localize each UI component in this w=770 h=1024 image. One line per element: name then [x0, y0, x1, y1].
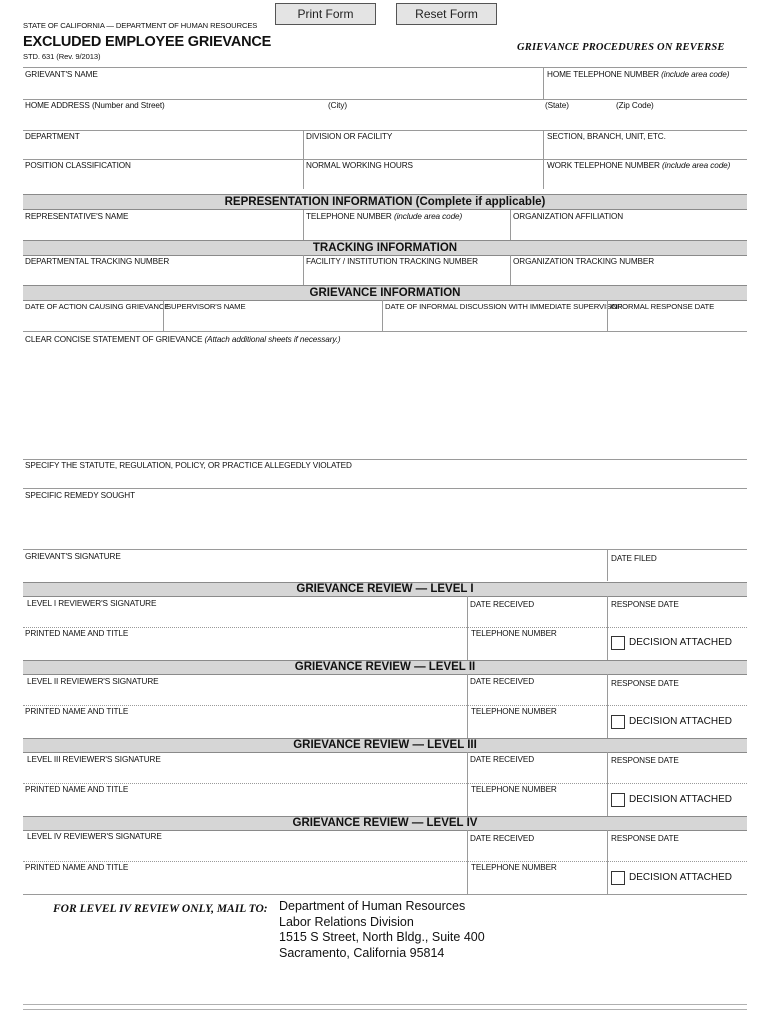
- statute-field[interactable]: [24, 472, 746, 487]
- level-2-heading: GRIEVANCE REVIEW — LEVEL II: [23, 660, 747, 675]
- department-label: DEPARTMENT: [25, 132, 80, 141]
- org-affiliation-field[interactable]: [512, 223, 746, 239]
- level-1-decision-checkbox[interactable]: [611, 636, 625, 650]
- division-field[interactable]: [305, 143, 542, 158]
- divider: [303, 210, 304, 240]
- level-1-decision-label: DECISION ATTACHED: [629, 637, 732, 648]
- supervisor-label: SUPERVISOR'S NAME: [166, 302, 246, 311]
- home-phone-field[interactable]: [545, 80, 746, 98]
- remedy-field[interactable]: [24, 502, 746, 548]
- divider: [23, 459, 747, 460]
- tracking-heading: TRACKING INFORMATION: [23, 240, 747, 256]
- remedy-label: SPECIFIC REMEDY SOUGHT: [25, 491, 136, 500]
- rep-phone-field[interactable]: [305, 223, 509, 239]
- level-2-response-date-label: RESPONSE DATE: [611, 679, 679, 688]
- city-label: (City): [328, 101, 347, 110]
- level-2-decision-checkbox[interactable]: [611, 715, 625, 729]
- grievant-name-label: GRIEVANT'S NAME: [25, 70, 98, 79]
- reset-form-button[interactable]: Reset Form: [396, 3, 497, 25]
- agency-header: STATE OF CALIFORNIA — DEPARTMENT OF HUMAN RESOURCES: [23, 21, 258, 30]
- level-4-decision-label: DECISION ATTACHED: [629, 872, 732, 883]
- level-2-telephone-label: TELEPHONE NUMBER: [471, 707, 557, 716]
- statement-field[interactable]: [24, 347, 746, 457]
- level-1-heading: GRIEVANCE REVIEW — LEVEL I: [23, 582, 747, 597]
- divider: [303, 255, 304, 285]
- divider: [607, 830, 608, 894]
- divider: [467, 752, 468, 816]
- divider: [467, 830, 468, 894]
- rep-name-label: REPRESENTATIVE'S NAME: [25, 212, 129, 221]
- level-3-decision-checkbox[interactable]: [611, 793, 625, 807]
- date-filed-label: DATE FILED: [611, 554, 657, 563]
- rep-phone-label: TELEPHONE NUMBER (include area code): [306, 212, 463, 221]
- dept-tracking-field[interactable]: [24, 268, 302, 284]
- representation-heading: REPRESENTATION INFORMATION (Complete if applicable): [23, 194, 747, 210]
- divider: [607, 300, 608, 331]
- divider: [163, 300, 164, 331]
- print-form-button[interactable]: Print Form: [275, 3, 376, 25]
- level-3-decision-label: DECISION ATTACHED: [629, 794, 732, 805]
- home-address-field[interactable]: [24, 112, 746, 129]
- mail-address: [279, 899, 485, 962]
- informal-response-label: INFORMAL RESPONSE DATE: [610, 302, 715, 311]
- grievant-name-field[interactable]: [24, 80, 542, 98]
- level-3-telephone-label: TELEPHONE NUMBER: [471, 785, 557, 794]
- form-title: EXCLUDED EMPLOYEE GRIEVANCE: [23, 34, 272, 50]
- level-4-telephone-label: TELEPHONE NUMBER: [471, 863, 557, 872]
- level-3-response-date-label: RESPONSE DATE: [611, 756, 679, 765]
- divider: [23, 783, 747, 784]
- level-3-signature-label: LEVEL III REVIEWER'S SIGNATURE: [27, 755, 161, 764]
- home-phone-label: HOME TELEPHONE NUMBER (include area code): [547, 70, 730, 79]
- level-1-response-date-label: RESPONSE DATE: [611, 600, 679, 609]
- informal-response-field[interactable]: [609, 313, 746, 330]
- level-2-date-received-label: DATE RECEIVED: [470, 677, 535, 686]
- divider: [467, 674, 468, 738]
- level-1-printed-name-label: PRINTED NAME AND TITLE: [25, 629, 129, 638]
- home-address-label: HOME ADDRESS (Number and Street): [25, 101, 165, 110]
- divider: [23, 67, 747, 68]
- level-4-decision-checkbox[interactable]: [611, 871, 625, 885]
- divider: [23, 627, 747, 628]
- divider: [607, 674, 608, 738]
- zip-label: (Zip Code): [616, 101, 654, 110]
- grievance-info-heading: GRIEVANCE INFORMATION: [23, 285, 747, 301]
- level-1-date-received-label: DATE RECEIVED: [470, 600, 535, 609]
- divider: [23, 130, 747, 131]
- divider: [23, 159, 747, 160]
- date-informal-label: DATE OF INFORMAL DISCUSSION WITH IMMEDIATE SUPERVISOR: [385, 302, 623, 311]
- divider: [607, 549, 608, 581]
- form-number: STD. 631 (Rev. 9/2013): [23, 52, 101, 61]
- statement-label: CLEAR CONCISE STATEMENT OF GRIEVANCE (Attach additional sheets if necessary.): [25, 335, 341, 344]
- level-1-telephone-label: TELEPHONE NUMBER: [471, 629, 557, 638]
- date-informal-field[interactable]: [384, 313, 606, 330]
- level-1-signature-label: LEVEL I REVIEWER'S SIGNATURE: [27, 599, 157, 608]
- work-phone-label: WORK TELEPHONE NUMBER (include area code): [547, 161, 731, 170]
- divider: [543, 67, 544, 99]
- mail-line-1: Department of Human Resources: [279, 899, 466, 913]
- facility-tracking-field[interactable]: [305, 268, 509, 284]
- hours-label: NORMAL WORKING HOURS: [306, 161, 413, 170]
- org-affiliation-label: ORGANIZATION AFFILIATION: [513, 212, 624, 221]
- facility-tracking-label: FACILITY / INSTITUTION TRACKING NUMBER: [306, 257, 478, 266]
- division-label: DIVISION OR FACILITY: [306, 132, 393, 141]
- state-label: (State): [545, 101, 569, 110]
- level-4-heading: GRIEVANCE REVIEW — LEVEL IV: [23, 816, 747, 831]
- mail-line-2: Labor Relations Division: [279, 914, 414, 929]
- date-action-label: DATE OF ACTION CAUSING GRIEVANCE: [25, 302, 170, 311]
- rep-name-field[interactable]: [24, 223, 302, 239]
- department-field[interactable]: [24, 143, 302, 158]
- divider: [23, 705, 747, 706]
- level-2-decision-label: DECISION ATTACHED: [629, 716, 732, 727]
- divider: [510, 255, 511, 285]
- section-field[interactable]: [545, 143, 746, 158]
- divider: [382, 300, 383, 331]
- position-field[interactable]: [24, 172, 302, 188]
- mail-line-4: Sacramento, California 95814: [279, 946, 445, 961]
- mail-to-label: FOR LEVEL IV REVIEW ONLY, MAIL TO:: [53, 903, 268, 915]
- divider: [23, 331, 747, 332]
- procedures-note: GRIEVANCE PROCEDURES ON REVERSE: [517, 42, 725, 53]
- footer-line: [23, 1009, 747, 1010]
- level-4-response-date-label: RESPONSE DATE: [611, 834, 679, 843]
- level-3-date-received-label: DATE RECEIVED: [470, 755, 535, 764]
- supervisor-field[interactable]: [165, 313, 381, 330]
- date-filed-field[interactable]: [609, 565, 746, 580]
- level-3-heading: GRIEVANCE REVIEW — LEVEL III: [23, 738, 747, 753]
- divider: [467, 596, 468, 660]
- footer-line: [23, 1004, 747, 1005]
- level-2-printed-name-label: PRINTED NAME AND TITLE: [25, 707, 129, 716]
- level-4-printed-name-label: PRINTED NAME AND TITLE: [25, 863, 129, 872]
- section-label: SECTION, BRANCH, UNIT, ETC.: [547, 132, 666, 141]
- level-2-signature-label: LEVEL II REVIEWER'S SIGNATURE: [27, 677, 159, 686]
- position-label: POSITION CLASSIFICATION: [25, 161, 131, 170]
- org-tracking-label: ORGANIZATION TRACKING NUMBER: [513, 257, 655, 266]
- divider: [510, 210, 511, 240]
- divider: [23, 99, 747, 100]
- work-phone-field[interactable]: [545, 172, 746, 188]
- org-tracking-field[interactable]: [512, 268, 746, 284]
- statute-label: SPECIFY THE STATUTE, REGULATION, POLICY, OR PRACTICE ALLEGEDLY VIOLATED: [25, 461, 352, 470]
- grievant-signature-label: GRIEVANT'S SIGNATURE: [25, 552, 121, 561]
- level-3-printed-name-label: PRINTED NAME AND TITLE: [25, 785, 129, 794]
- divider: [607, 752, 608, 816]
- divider: [607, 596, 608, 660]
- level-4-signature-label: LEVEL IV REVIEWER'S SIGNATURE: [27, 832, 162, 841]
- level-4-date-received-label: DATE RECEIVED: [470, 834, 535, 843]
- hours-field[interactable]: [305, 172, 542, 188]
- date-action-field[interactable]: [24, 313, 162, 330]
- mail-line-3: 1515 S Street, North Bldg., Suite 400: [279, 930, 485, 945]
- divider: [23, 894, 747, 895]
- dept-tracking-label: DEPARTMENTAL TRACKING NUMBER: [25, 257, 170, 266]
- divider: [23, 861, 747, 862]
- divider: [23, 549, 747, 550]
- divider: [23, 488, 747, 489]
